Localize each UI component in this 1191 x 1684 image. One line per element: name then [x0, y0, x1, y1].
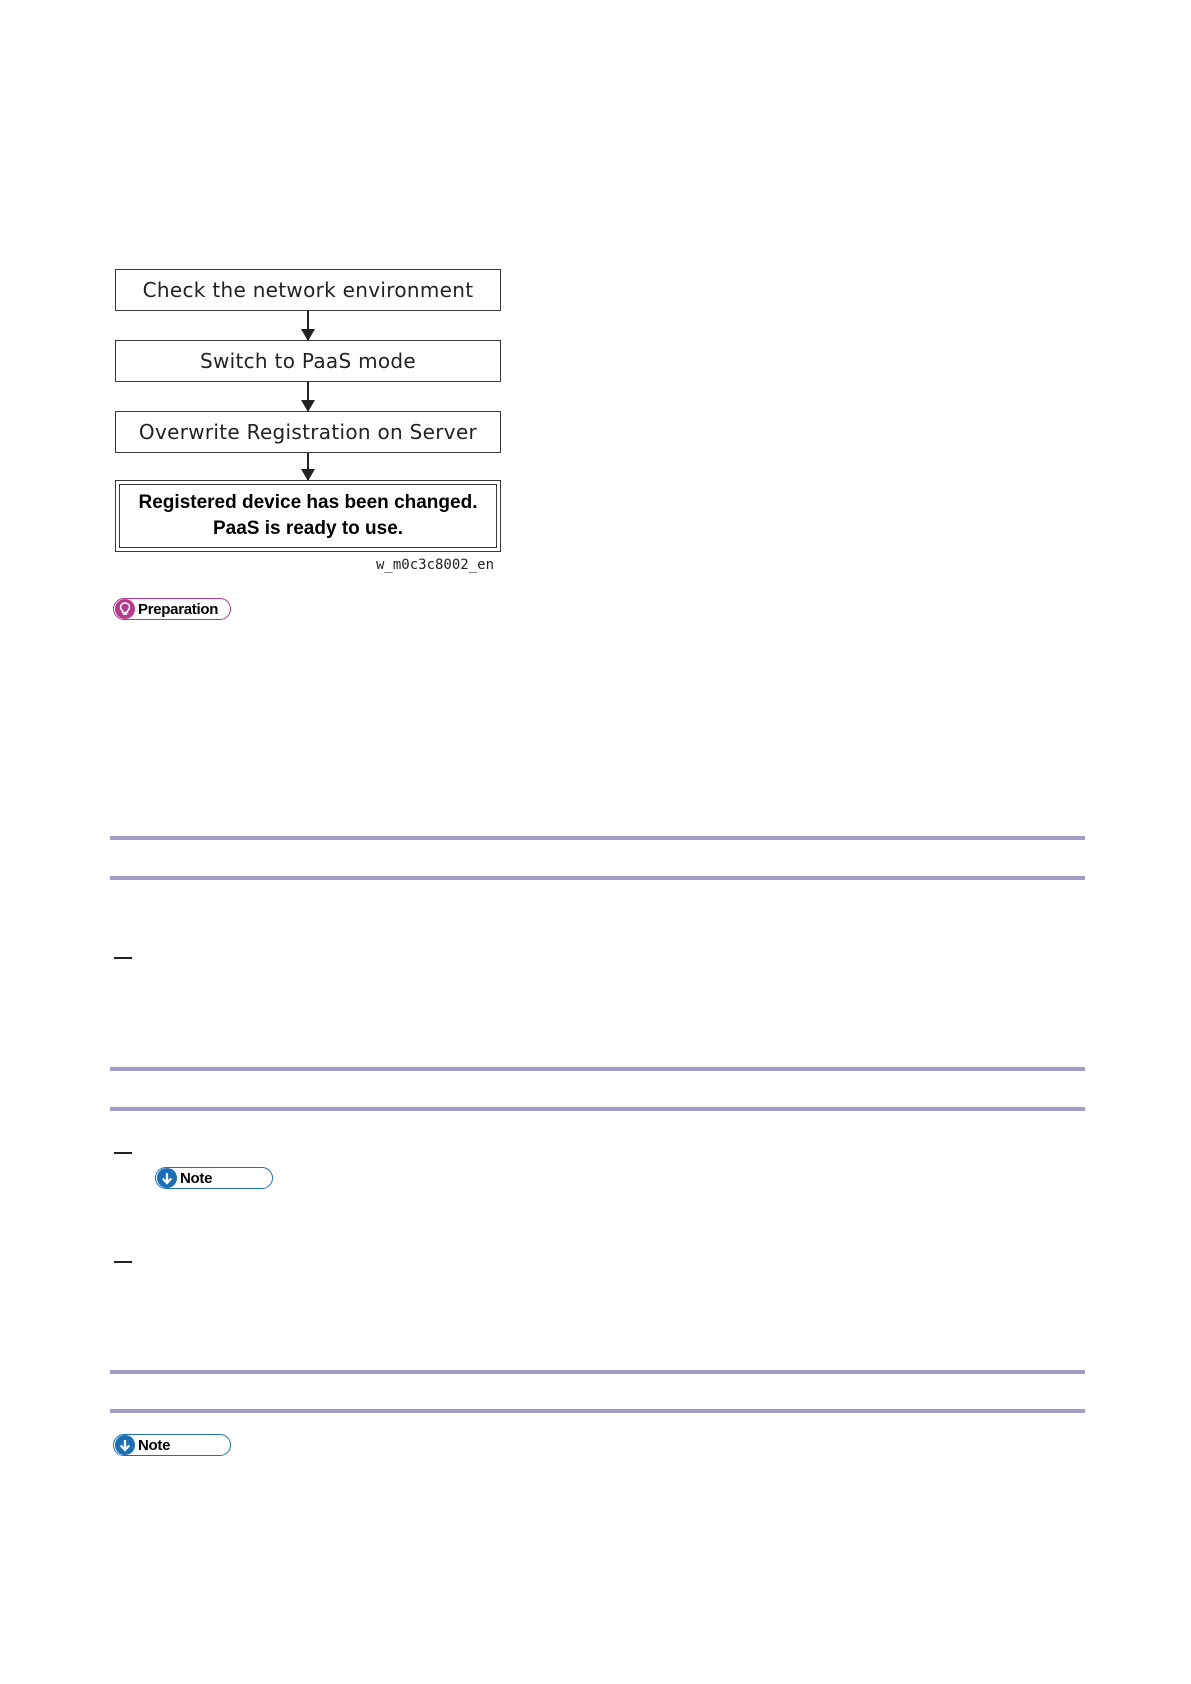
flow-step-label: Overwrite Registration on Server [138, 420, 478, 444]
down-arrow-icon [115, 1435, 135, 1455]
lightbulb-icon [115, 599, 135, 619]
section-rule [110, 1067, 1085, 1071]
note-badge [113, 1434, 231, 1456]
note-badge-label: Note [138, 1436, 171, 1454]
flow-arrow [307, 382, 309, 411]
section-rule [110, 836, 1085, 840]
flow-arrow [307, 453, 309, 480]
flow-final-line2: PaaS is ready to use. [212, 518, 404, 539]
section-rule [110, 1107, 1085, 1111]
flow-final-inner [119, 484, 497, 548]
section-rule [110, 876, 1085, 880]
list-dash [114, 957, 132, 959]
figure-caption: w_m0c3c8002_en [376, 557, 495, 573]
section-rule [110, 1370, 1085, 1374]
note-badge [155, 1167, 273, 1189]
flow-final-step [115, 480, 501, 552]
down-arrow-icon [157, 1168, 177, 1188]
preparation-badge-label: Preparation [138, 600, 219, 618]
flow-step-label: Switch to PaaS mode [199, 349, 417, 373]
list-dash [114, 1152, 132, 1154]
flow-arrow [307, 311, 309, 340]
flow-step-check-network [115, 269, 501, 311]
flow-step-switch-paas [115, 340, 501, 382]
preparation-badge [113, 598, 231, 620]
flow-step-label: Check the network environment [142, 278, 474, 302]
flow-step-overwrite-registration [115, 411, 501, 453]
flow-final-line1: Registered device has been changed. [138, 492, 478, 513]
list-dash [114, 1261, 132, 1263]
note-badge-label: Note [180, 1169, 213, 1187]
section-rule [110, 1409, 1085, 1413]
